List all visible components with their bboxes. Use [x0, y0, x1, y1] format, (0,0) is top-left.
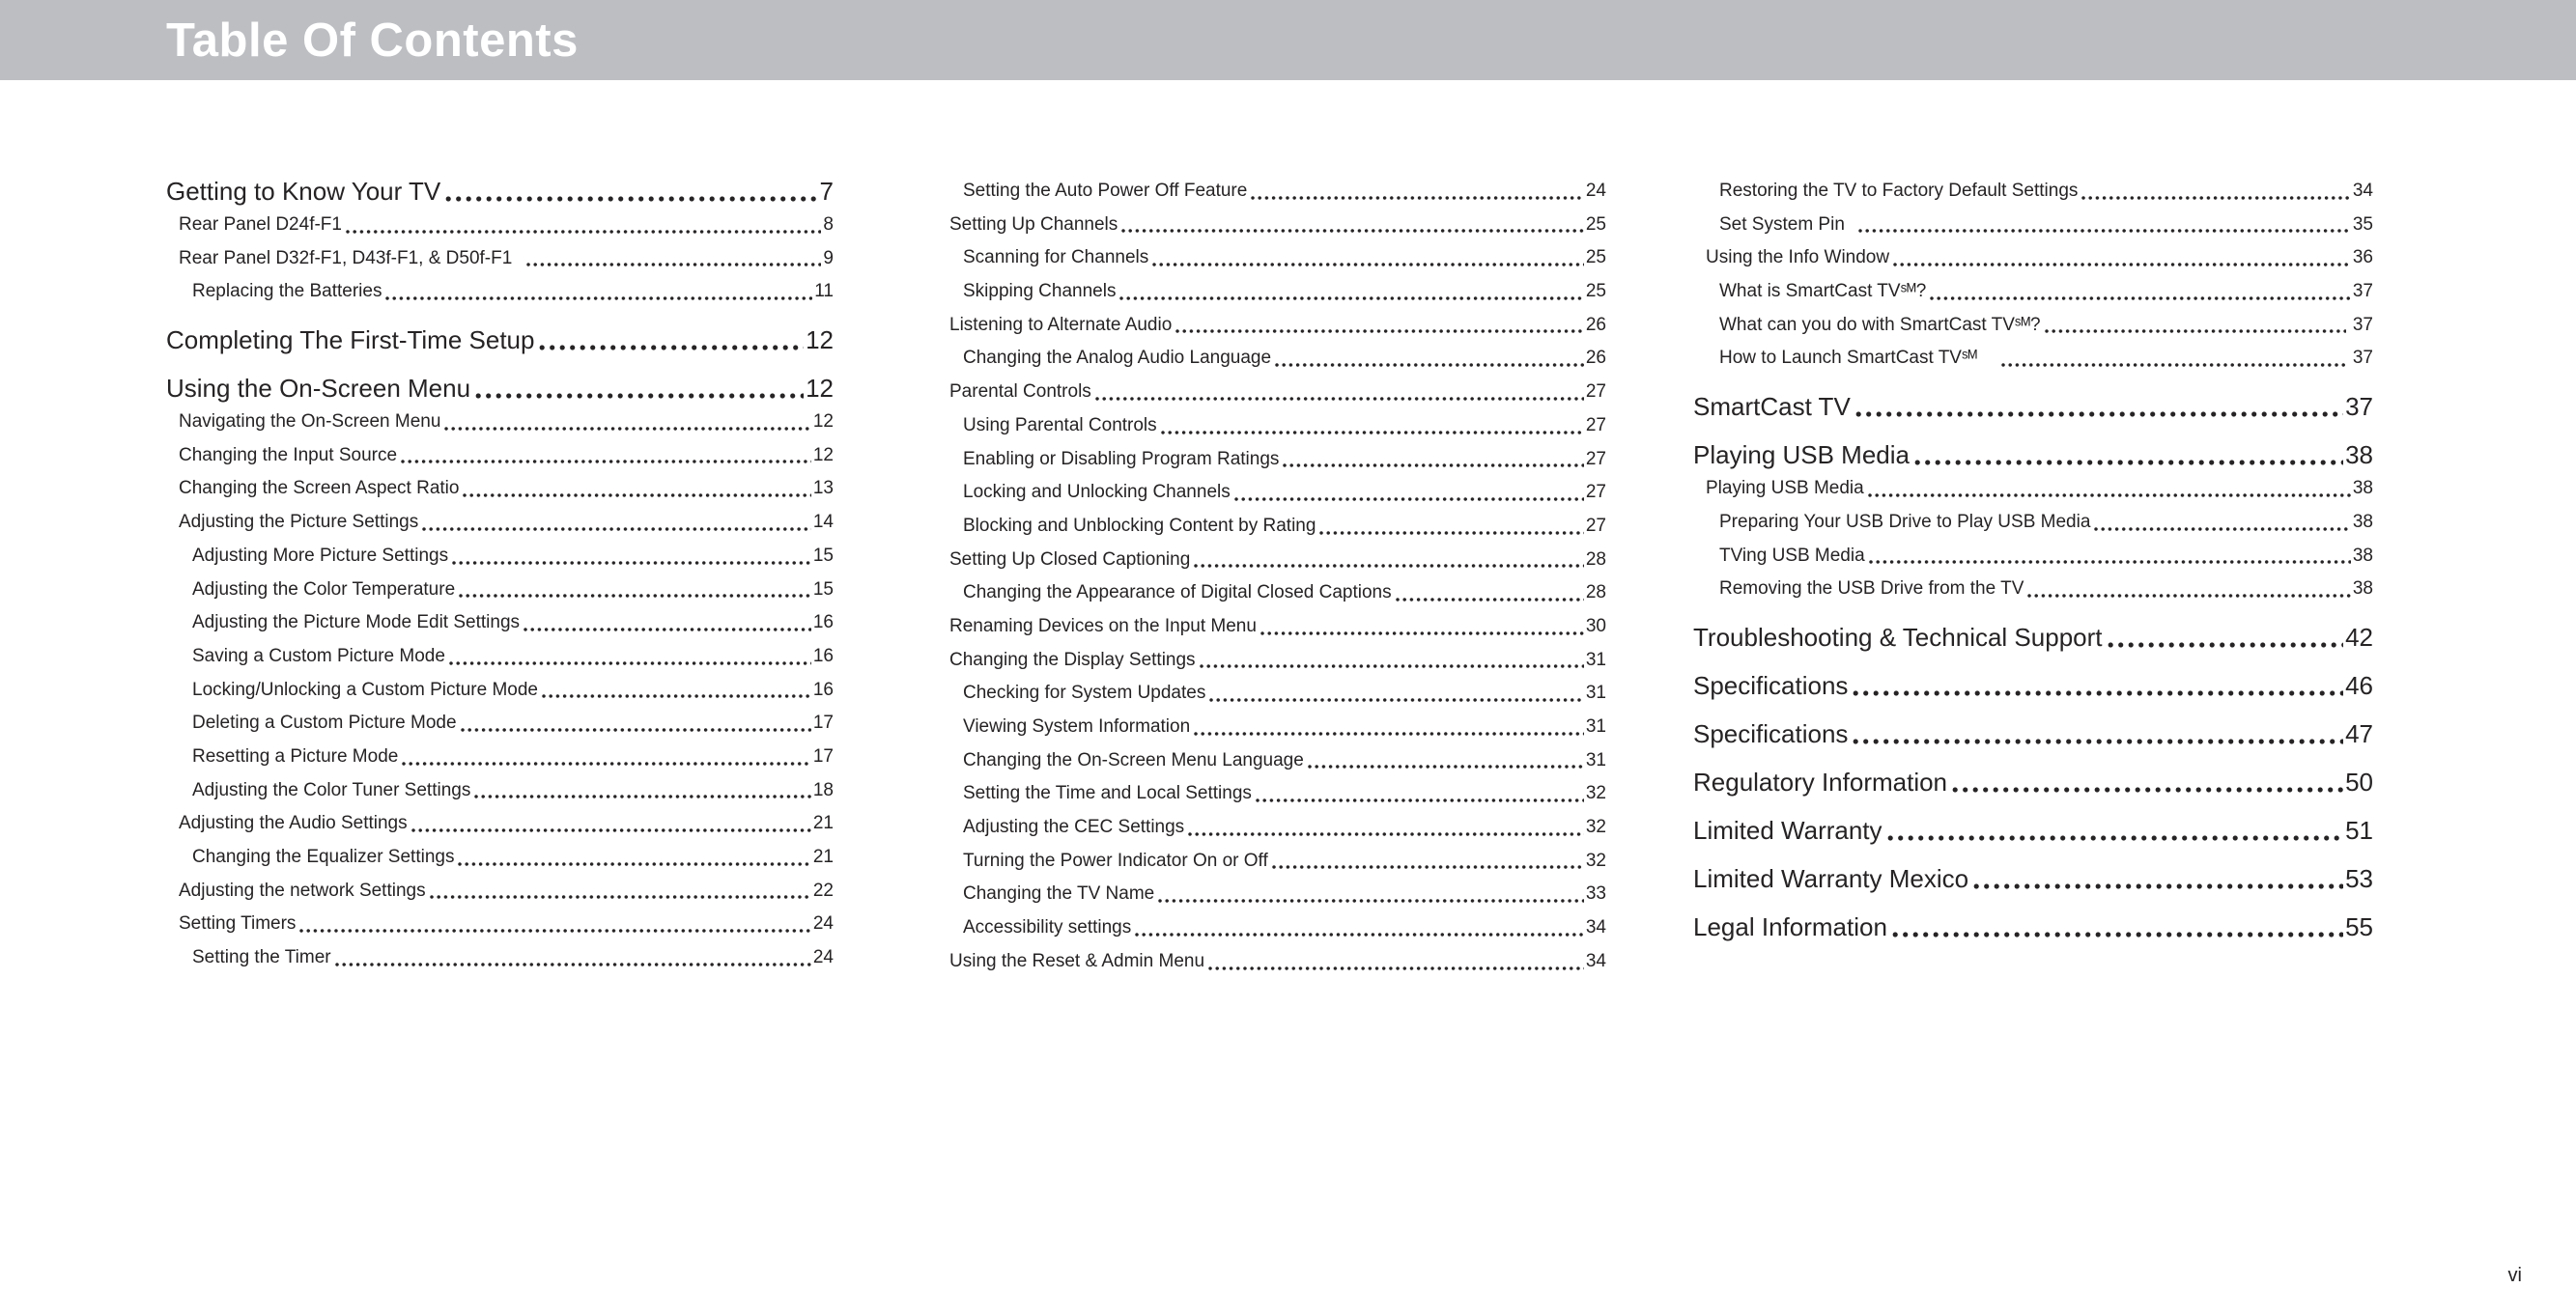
dot-leader [410, 807, 811, 841]
toc-entry-page: 26 [1585, 348, 1606, 369]
dot-leader [2093, 506, 2350, 540]
toc-entry-label: Changing the Screen Aspect Ratio [179, 478, 460, 499]
toc-entry-page: 25 [1585, 281, 1606, 302]
dot-leader [1151, 241, 1584, 275]
dot-leader [345, 209, 821, 242]
toc-entry-page: 47 [2345, 718, 2373, 748]
toc-entry-page: 38 [2352, 545, 2373, 566]
toc-entry-page: 32 [1585, 817, 1606, 838]
dot-leader [1929, 275, 2351, 309]
toc-entry-label: Saving a Custom Picture Mode [192, 645, 445, 666]
toc-entry-label: Setting Timers [179, 913, 297, 935]
dot-leader [1094, 376, 1584, 409]
toc-entry [166, 275, 834, 309]
toc-entry-page: 24 [812, 913, 834, 935]
dot-leader [421, 506, 811, 540]
toc-entry [166, 941, 834, 975]
dot-leader [1260, 610, 1584, 644]
toc-entry-label: Locking and Unlocking Channels [963, 482, 1231, 503]
toc-entry-page: 38 [2352, 511, 2373, 532]
dot-leader [1193, 711, 1584, 744]
toc-entry-page: 12 [806, 325, 834, 355]
toc-entry-page: 12 [812, 411, 834, 433]
toc-entry [166, 323, 834, 357]
toc-entry [937, 845, 1606, 879]
toc-entry [937, 544, 1606, 577]
toc-entry-page: 16 [812, 645, 834, 666]
toc-entry [937, 510, 1606, 544]
dot-leader [1282, 443, 1583, 477]
toc-entry [937, 342, 1606, 376]
toc-entry-page: 17 [812, 745, 834, 767]
toc-entry-label: Setting the Timer [192, 947, 331, 968]
toc-entry-page: 36 [2352, 247, 2373, 268]
toc-entry [1693, 621, 2373, 655]
toc-entry-page: 31 [1585, 749, 1606, 770]
toc-entry-label: Set System Pin [1719, 213, 1855, 235]
toc-entry [1693, 862, 2373, 896]
dot-leader [1854, 390, 2343, 424]
toc-entry [1693, 669, 2373, 703]
dot-leader [473, 774, 811, 808]
dot-leader [448, 640, 811, 674]
toc-entry-label: Turning the Power Indicator On or Off [963, 850, 1268, 871]
toc-entry-label: Setting Up Closed Captioning [949, 548, 1191, 570]
toc-entry [937, 744, 1606, 778]
toc-entry-label: Navigating the On-Screen Menu [179, 411, 441, 433]
toc-entry-page: 53 [2345, 863, 2373, 893]
dot-leader [1255, 777, 1584, 811]
toc-entry-page: 34 [2352, 181, 2373, 201]
toc-entry-page: 8 [823, 214, 834, 235]
toc-entry-label: Preparing Your USB Drive to Play USB Media [1719, 511, 2091, 532]
toc-entry-label: Using the Info Window [1706, 247, 1890, 268]
toc-entry-label: Rear Panel D24f-F1 [179, 214, 342, 235]
toc-entry-label: Playing USB Media [1706, 478, 1864, 499]
toc-entry [1693, 910, 2373, 944]
dot-leader [525, 242, 822, 276]
toc-entry-label: Changing the Equalizer Settings [192, 847, 455, 867]
toc-entry-label: Adjusting the network Settings [179, 880, 426, 901]
toc-entry-page: 13 [812, 478, 834, 499]
toc-entry-label: Skipping Channels [963, 281, 1117, 302]
dot-leader [401, 741, 811, 774]
toc-entry-label: Getting to Know Your TV [166, 177, 441, 206]
dot-leader [523, 606, 811, 640]
toc-entry [937, 777, 1606, 811]
toc-entry [166, 175, 834, 209]
toc-entry [937, 945, 1606, 979]
toc-entry-label: How to Launch SmartCast TVˢᴹ [1719, 348, 1998, 369]
toc-entry [937, 677, 1606, 711]
dot-leader [1868, 540, 2351, 574]
toc-entry-page: 37 [2352, 281, 2373, 302]
dot-leader [451, 540, 811, 574]
toc-entry-label: Adjusting the Color Tuner Settings [192, 779, 471, 800]
toc-entry [166, 741, 834, 774]
toc-entry [166, 674, 834, 708]
toc-entry [1693, 814, 2373, 848]
dot-leader [443, 406, 810, 439]
toc-entry-label: Rear Panel D32f-F1, D43f-F1, & D50f-F1 [179, 247, 523, 268]
toc-entry [937, 610, 1606, 644]
dot-leader [1157, 878, 1584, 911]
toc-entry [166, 406, 834, 439]
toc-entry-page: 27 [1585, 414, 1606, 435]
dot-leader [1250, 175, 1584, 209]
toc-entry [1693, 209, 2373, 242]
dot-leader [2081, 175, 2350, 209]
toc-entry-label: What can you do with SmartCast TVˢᴹ? [1719, 314, 2041, 335]
dot-leader [1199, 644, 1584, 678]
table-of-contents [0, 80, 2576, 979]
toc-entry-page: 15 [812, 545, 834, 566]
dot-leader [429, 875, 811, 909]
toc-entry-label: Adjusting the Audio Settings [179, 813, 408, 834]
toc-entry-label: Checking for System Updates [963, 683, 1206, 704]
toc-entry [937, 275, 1606, 309]
toc-entry [166, 908, 834, 941]
toc-entry-label: Adjusting More Picture Settings [192, 545, 449, 566]
toc-entry-label: Removing the USB Drive from the TV [1719, 578, 2024, 600]
toc-entry [937, 576, 1606, 610]
toc-entry-label: Specifications [1693, 718, 1849, 748]
toc-entry [1693, 342, 2373, 376]
dot-leader [1160, 409, 1584, 443]
toc-entry [1693, 275, 2373, 309]
toc-entry-label: Viewing System Information [963, 716, 1191, 737]
dot-leader [2026, 573, 2350, 606]
dot-leader [462, 472, 810, 506]
toc-entry-page: 38 [2352, 578, 2373, 600]
toc-entry-page: 16 [812, 679, 834, 700]
toc-entry-page: 22 [812, 880, 834, 901]
toc-entry-page: 37 [2347, 348, 2373, 369]
toc-entry [937, 878, 1606, 911]
toc-entry-page: 34 [1585, 950, 1606, 971]
toc-entry-label: Locking/Unlocking a Custom Picture Mode [192, 679, 539, 700]
toc-entry-page: 37 [2347, 314, 2373, 335]
toc-entry-page: 46 [2345, 670, 2373, 700]
dot-leader [1891, 910, 2343, 944]
toc-entry-page: 7 [819, 177, 834, 206]
toc-entry-page: 34 [1585, 917, 1606, 938]
toc-entry-label: Adjusting the Color Temperature [192, 578, 456, 600]
toc-entry-page: 33 [1585, 883, 1606, 905]
toc-entry-label: Using the Reset & Admin Menu [949, 950, 1205, 971]
toc-entry-page: 14 [812, 512, 834, 533]
toc-entry [166, 574, 834, 607]
toc-entry-page: 11 [814, 281, 834, 302]
toc-entry [937, 911, 1606, 945]
toc-entry-label: Adjusting the Picture Mode Edit Settings [192, 612, 521, 633]
toc-entry-page: 28 [1585, 582, 1606, 603]
dot-leader [1852, 717, 2343, 751]
toc-entry [166, 875, 834, 909]
toc-entry-label: TVing USB Media [1719, 545, 1865, 566]
toc-entry-label: Troubleshooting & Technical Support [1693, 622, 2103, 652]
toc-entry [1693, 390, 2373, 424]
toc-entry-page: 12 [806, 374, 834, 404]
toc-entry-label: Specifications [1693, 670, 1849, 700]
toc-entry [166, 506, 834, 540]
toc-entry-page: 38 [2345, 440, 2373, 470]
toc-entry [937, 175, 1606, 209]
dot-leader [1187, 811, 1584, 845]
toc-entry-label: Limited Warranty [1693, 815, 1882, 845]
page-title: Table Of Contents [166, 14, 579, 67]
toc-entry [937, 241, 1606, 275]
toc-entry-page: 35 [2352, 213, 2373, 235]
toc-entry [1693, 472, 2373, 506]
toc-entry-page: 16 [812, 612, 834, 633]
toc-entry-label: Restoring the TV to Factory Default Settings [1719, 181, 2079, 201]
toc-entry-label: Completing The First-Time Setup [166, 325, 535, 355]
toc-entry [166, 707, 834, 741]
dot-leader [1134, 911, 1584, 945]
toc-entry-label: What is SmartCast TVˢᴹ? [1719, 281, 1927, 302]
toc-entry [1693, 175, 2373, 209]
toc-entry-label: Regulatory Information [1693, 767, 1948, 797]
toc-entry-page: 9 [823, 247, 834, 268]
toc-entry-page: 27 [1585, 381, 1606, 403]
toc-entry-label: Using the On-Screen Menu [166, 374, 471, 404]
dot-leader [1307, 744, 1584, 778]
toc-entry [1693, 573, 2373, 606]
toc-entry-label: Adjusting the Picture Settings [179, 512, 419, 533]
dot-leader [2107, 621, 2344, 655]
toc-entry [166, 841, 834, 875]
dot-leader [457, 841, 810, 875]
dot-leader [2044, 309, 2346, 343]
toc-entry-label: Scanning for Channels [963, 247, 1149, 268]
toc-entry-page: 18 [812, 779, 834, 800]
toc-entry [1693, 309, 2373, 343]
dot-leader [1120, 209, 1584, 242]
toc-entry [937, 443, 1606, 477]
toc-entry-page: 25 [1585, 213, 1606, 235]
toc-entry-label: Changing the Input Source [179, 444, 398, 465]
toc-entry [1693, 717, 2373, 751]
toc-entry-label: Changing the TV Name [963, 883, 1155, 905]
toc-entry-page: 21 [812, 847, 834, 867]
dot-leader [400, 439, 811, 473]
toc-entry-page: 28 [1585, 548, 1606, 570]
toc-entry-page: 50 [2345, 767, 2373, 797]
toc-entry-label: Setting Up Channels [949, 213, 1118, 235]
toc-entry-page: 12 [812, 444, 834, 465]
dot-leader [1274, 342, 1584, 376]
toc-entry-label: Deleting a Custom Picture Mode [192, 713, 457, 734]
toc-entry-page: 38 [2352, 478, 2373, 499]
toc-entry-label: Enabling or Disabling Program Ratings [963, 448, 1280, 469]
dot-leader [460, 707, 811, 741]
dot-leader [1318, 510, 1583, 544]
toc-entry-page: 24 [812, 947, 834, 968]
dot-leader [1193, 544, 1584, 577]
toc-entry [1693, 241, 2373, 275]
dot-leader [538, 323, 804, 357]
toc-entry-label: SmartCast TV [1693, 392, 1851, 422]
dot-leader [1207, 945, 1584, 979]
toc-entry [166, 372, 834, 406]
dot-leader [1892, 241, 2351, 275]
toc-entry-label: Accessibility settings [963, 917, 1132, 938]
header-bar [0, 0, 2576, 80]
dot-leader [541, 674, 811, 708]
dot-leader [1857, 209, 2350, 242]
toc-entry [1693, 540, 2373, 574]
toc-entry-page: 42 [2345, 622, 2373, 652]
toc-entry-label: Listening to Alternate Audio [949, 314, 1173, 335]
dot-leader [1118, 275, 1583, 309]
dot-leader [1951, 766, 2343, 799]
toc-entry-page: 55 [2345, 911, 2373, 941]
toc-entry [937, 376, 1606, 409]
toc-entry-label: Legal Information [1693, 911, 1887, 941]
dot-leader [1175, 309, 1584, 343]
toc-entry [166, 242, 834, 276]
toc-column-1 [166, 175, 834, 975]
toc-entry-label: Blocking and Unblocking Content by Rating [963, 515, 1316, 536]
toc-entry-label: Renaming Devices on the Input Menu [949, 615, 1257, 636]
toc-entry-label: Adjusting the CEC Settings [963, 817, 1185, 838]
toc-entry-page: 32 [1585, 783, 1606, 804]
dot-leader [1395, 576, 1584, 610]
toc-entry [937, 811, 1606, 845]
dot-leader [334, 941, 811, 975]
toc-entry [166, 774, 834, 808]
dot-leader [444, 175, 817, 209]
dot-leader [1233, 476, 1584, 510]
toc-entry [1693, 506, 2373, 540]
dot-leader [2000, 342, 2345, 376]
toc-entry-label: Changing the On-Screen Menu Language [963, 749, 1304, 770]
toc-entry-page: 31 [1585, 716, 1606, 737]
toc-entry-label: Parental Controls [949, 381, 1091, 403]
toc-entry [166, 209, 834, 242]
toc-entry-page: 51 [2345, 815, 2373, 845]
toc-entry-page: 27 [1585, 448, 1606, 469]
toc-entry [166, 606, 834, 640]
dot-leader [1208, 677, 1584, 711]
dot-leader [298, 908, 810, 941]
toc-entry-label: Changing the Appearance of Digital Closed Captions [963, 582, 1392, 603]
toc-entry [937, 476, 1606, 510]
toc-entry-page: 27 [1585, 515, 1606, 536]
toc-entry-label: Playing USB Media [1693, 440, 1910, 470]
toc-entry [937, 711, 1606, 744]
dot-leader [1867, 472, 2351, 506]
dot-leader [384, 275, 812, 309]
toc-entry-page: 27 [1585, 482, 1606, 503]
toc-entry-label: Limited Warranty Mexico [1693, 863, 1969, 893]
toc-entry-page: 15 [812, 578, 834, 600]
toc-entry-page: 30 [1585, 615, 1606, 636]
toc-entry-label: Changing the Analog Audio Language [963, 348, 1272, 369]
dot-leader [474, 372, 804, 406]
toc-entry [166, 640, 834, 674]
dot-leader [1886, 814, 2344, 848]
toc-entry-page: 21 [812, 813, 834, 834]
toc-entry-page: 31 [1585, 649, 1606, 670]
toc-column-2 [937, 175, 1606, 979]
dot-leader [1271, 845, 1584, 879]
toc-entry [937, 644, 1606, 678]
toc-entry-label: Setting the Time and Local Settings [963, 783, 1252, 804]
toc-entry [937, 409, 1606, 443]
toc-entry-label: Replacing the Batteries [192, 281, 382, 302]
toc-entry-page: 24 [1585, 181, 1606, 201]
toc-column-3 [1693, 175, 2373, 944]
toc-entry-page: 31 [1585, 683, 1606, 704]
toc-entry-page: 37 [2345, 392, 2373, 422]
toc-entry [166, 540, 834, 574]
dot-leader [1913, 438, 2343, 472]
toc-entry-label: Changing the Display Settings [949, 649, 1196, 670]
toc-entry-page: 32 [1585, 850, 1606, 871]
toc-entry [937, 309, 1606, 343]
toc-entry [166, 472, 834, 506]
toc-entry-page: 25 [1585, 247, 1606, 268]
toc-entry-label: Using Parental Controls [963, 414, 1157, 435]
toc-entry [1693, 438, 2373, 472]
dot-leader [1972, 862, 2343, 896]
toc-entry [166, 439, 834, 473]
toc-entry [166, 807, 834, 841]
page-number: vi [2507, 1265, 2522, 1286]
toc-entry-label: Resetting a Picture Mode [192, 745, 399, 767]
toc-entry [937, 209, 1606, 242]
toc-entry-label: Setting the Auto Power Off Feature [963, 181, 1248, 201]
toc-entry-page: 17 [812, 713, 834, 734]
toc-entry-page: 26 [1585, 314, 1606, 335]
dot-leader [458, 574, 811, 607]
dot-leader [1852, 669, 2343, 703]
toc-entry [1693, 766, 2373, 799]
